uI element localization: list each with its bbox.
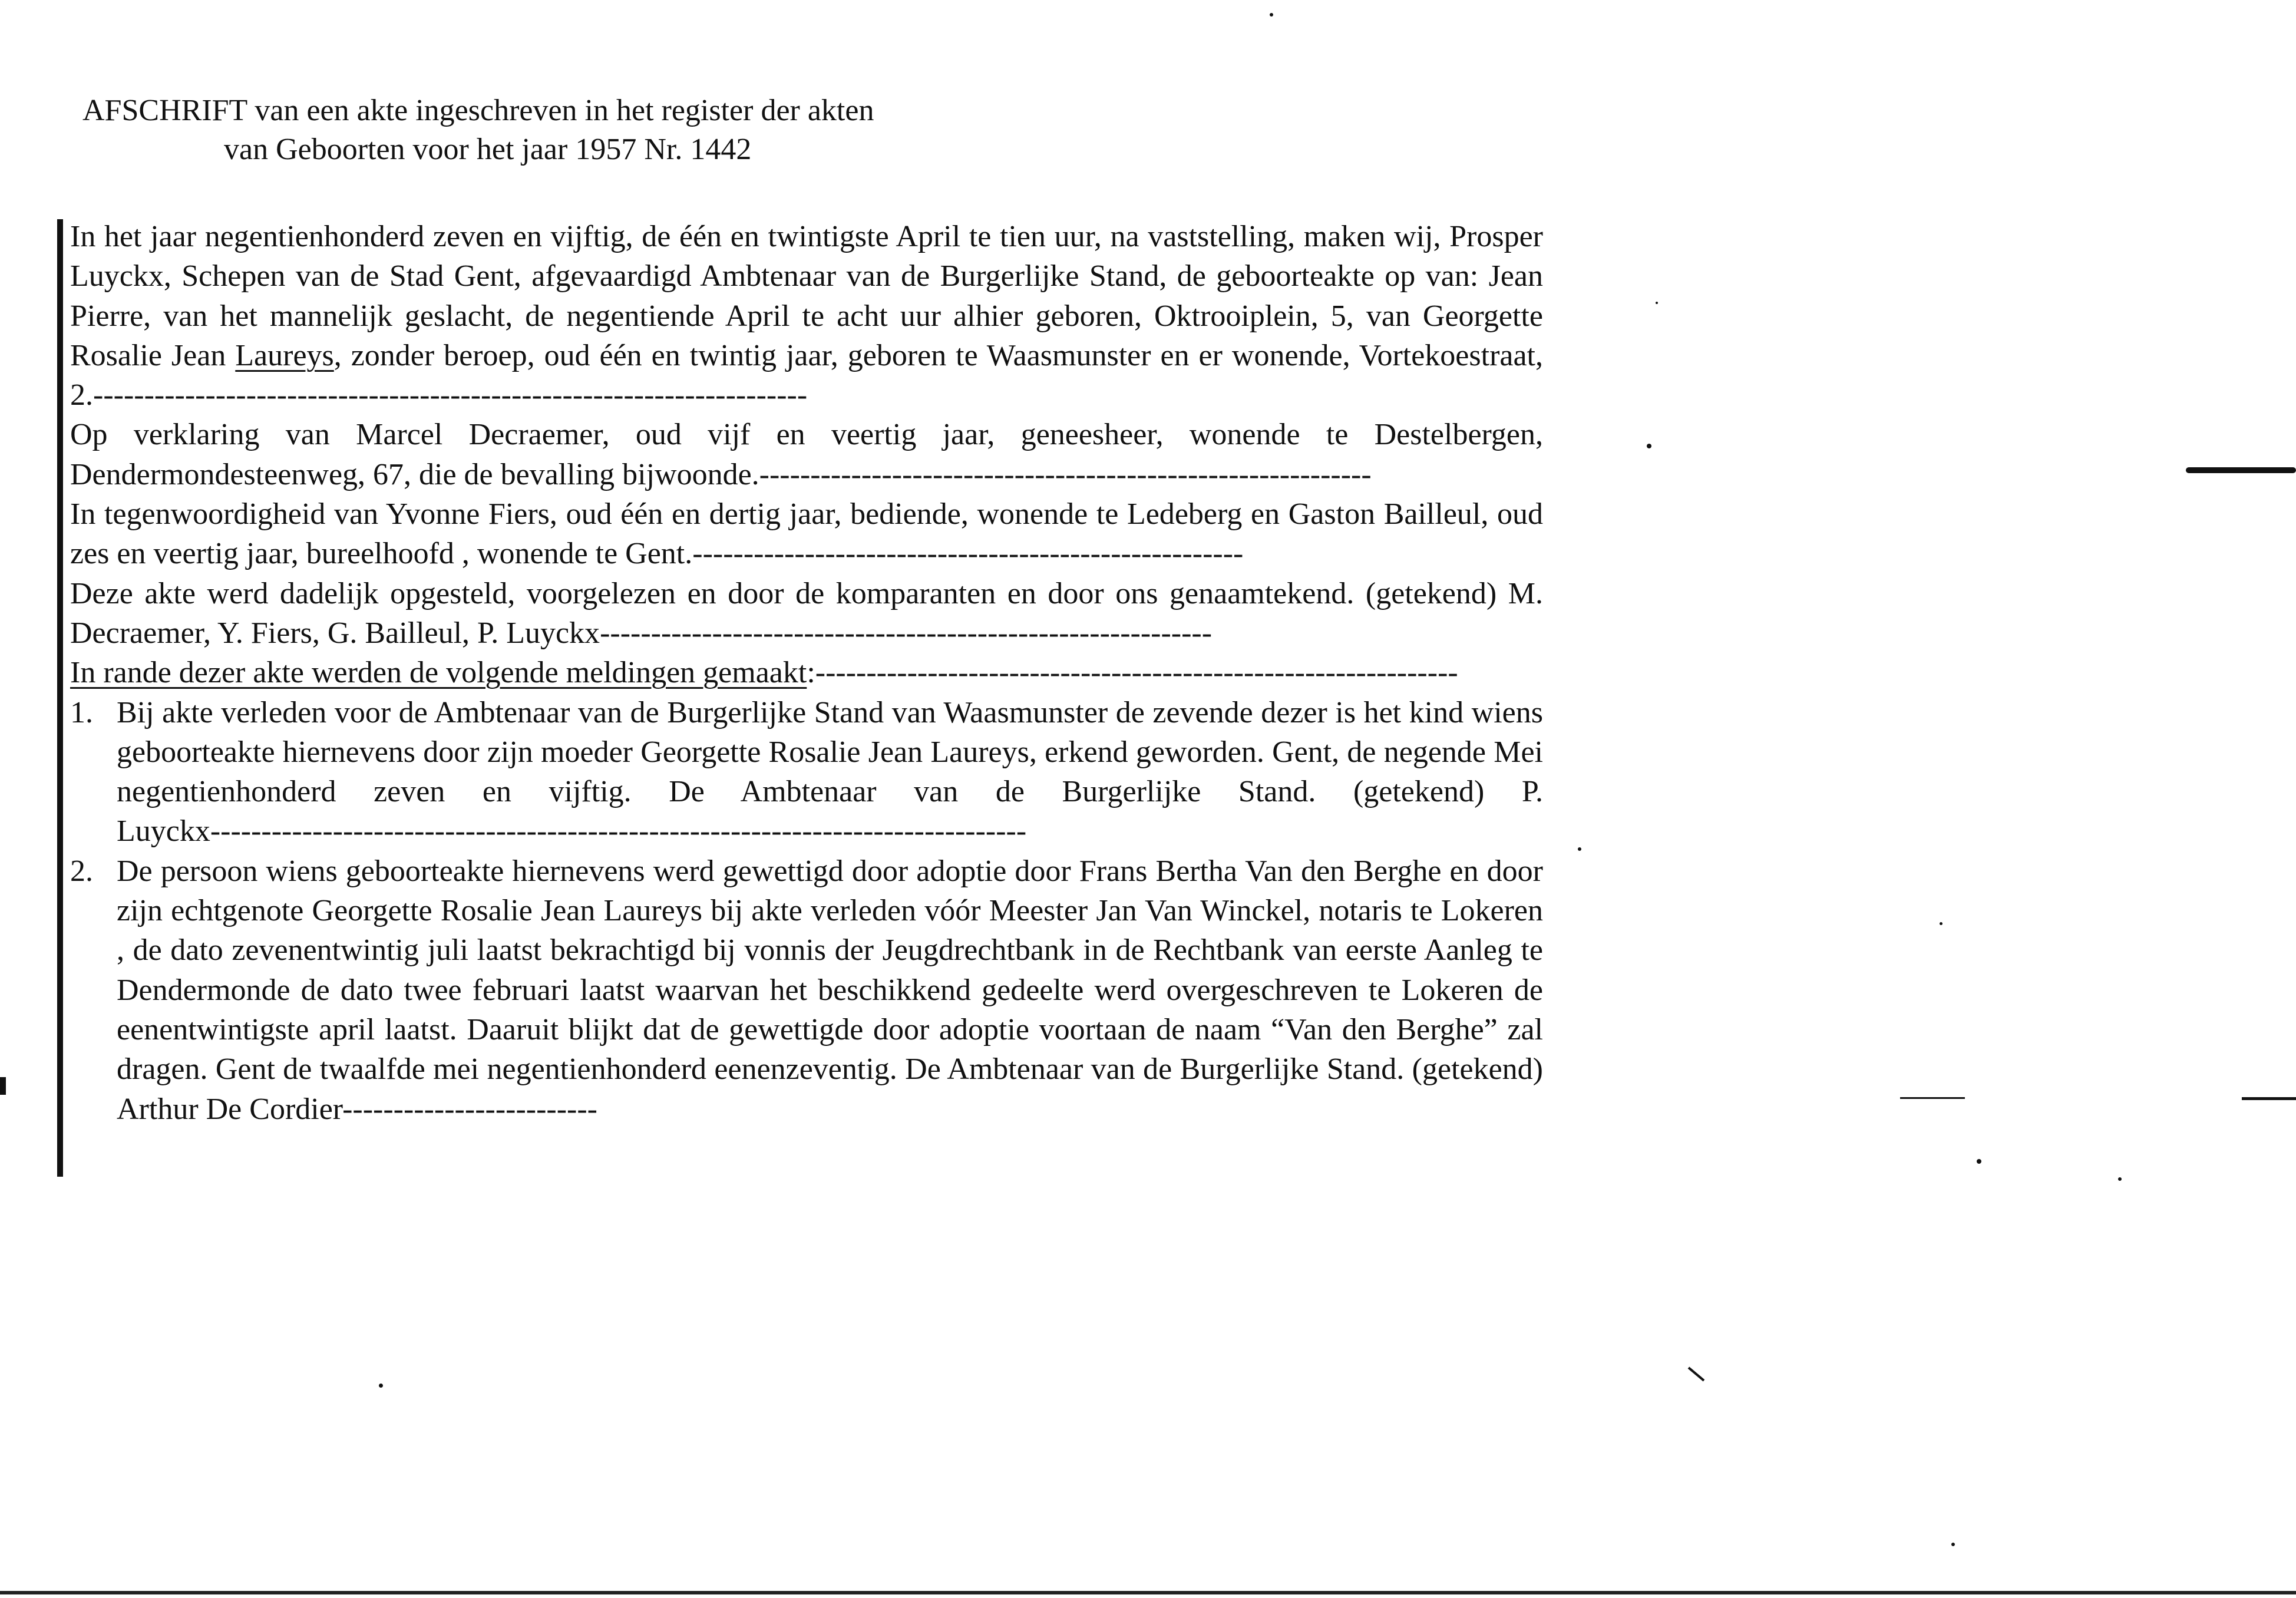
scan-artifact-mark bbox=[0, 1077, 6, 1095]
paragraph-text: Deze akte werd dadelijk opgesteld, voorgelezen en door de komparanten en door ons genaamtekend. (getekend) M. Decraemer, Y. Fiers, G. Bailleul, P. Luyckx bbox=[70, 576, 1543, 650]
scan-artifact-mark bbox=[1656, 302, 1658, 304]
scan-artifact-mark bbox=[2118, 1177, 2122, 1181]
scan-artifact-mark bbox=[1270, 13, 1273, 16]
marginal-notes-list bbox=[70, 693, 1543, 1129]
scan-artifact-mark bbox=[1578, 847, 1581, 851]
witnesses-paragraph bbox=[70, 494, 1543, 574]
filler-dashes: ---------------------------------------------------------------------- bbox=[93, 378, 808, 412]
declaration-paragraph bbox=[70, 415, 1543, 494]
filler-dashes: --------------------------------------------------------------- bbox=[815, 656, 1458, 690]
document-header bbox=[82, 91, 1025, 169]
header-subtitle-line: van Geboorten voor het jaar 1957 Nr. 1442 bbox=[224, 133, 752, 166]
marginal-notes-heading bbox=[70, 653, 1543, 692]
list-number: 2. bbox=[70, 854, 93, 888]
underlined-surname: Laureys bbox=[235, 338, 334, 372]
scan-artifact-mark bbox=[1900, 1097, 1965, 1099]
scan-artifact-mark bbox=[1688, 1367, 1705, 1382]
header-title-line: AFSCHRIFT van een akte ingeschreven in het register der akten bbox=[82, 94, 874, 127]
left-margin-bar bbox=[57, 219, 63, 1177]
filler-dashes: ------------------------------------------------------ bbox=[692, 537, 1244, 571]
filler-dashes: ------------------------------------------------------------ bbox=[759, 457, 1372, 491]
list-item-text: De persoon wiens geboorteakte hiernevens werd gewettigd door adoptie door Frans Bertha Van den Berghe en door zijn echtgenote Georgette Rosalie Jean Laureys bij akte verleden vóór Meester Jan Van Winckel, notaris te Lokeren , de dato zevenentwintig juli laatst bekrachtigd bij vonnis der Jeugdrechtbank in de Rechtbank van eerste Aanleg te Dendermonde de dato twee februari laatst waarvan het beschikkend gedeelte werd overgeschreven te Lokeren de eenentwintigste april laatst. Daaruit blijkt dat de gewettigde door adoptie voortaan de naam “Van den Berghe” zal dragen. Gent de twaalfde mei negentienhonderd eenenzeventig. De Ambtenaar van de Burgerlijke Stand. (getekend) Arthur De Cordier bbox=[117, 854, 1543, 1126]
paragraph-text: In tegenwoordigheid van Yvonne Fiers, oud één en dertig jaar, bediende, wonende te Ledeberg en Gaston Bailleul, oud zes en veertig jaar, bureelhoofd , wonende te Gent. bbox=[70, 497, 1543, 571]
scan-artifact-mark bbox=[1977, 1159, 1981, 1164]
paragraph-text: In het jaar negentienhonderd zeven en vijftig, de één en twintigste April te tien uur, na vaststelling, maken wij, Prosper Luyckx, Schepen van de Stad Gent, afgevaardigd Ambtenaar van de Burgerlijke Stand, de geboorteakte op van: Jean Pierre, van het mannelijk geslacht, de negentiende April te acht uur alhier geboren, Oktrooiplein, 5, van Georgette Rosalie Jean bbox=[70, 220, 1543, 372]
birth-registration-paragraph bbox=[70, 217, 1543, 415]
scan-artifact-mark bbox=[2242, 1097, 2296, 1100]
act-body bbox=[70, 217, 1543, 1129]
filler-dashes: -------------------------------------------------------------------------------- bbox=[210, 814, 1027, 848]
filler-dashes: ------------------------- bbox=[342, 1092, 597, 1126]
scan-artifact-mark bbox=[1940, 922, 1942, 925]
signatures-paragraph bbox=[70, 574, 1543, 653]
list-number: 1. bbox=[70, 695, 93, 729]
scan-artifact-mark bbox=[1951, 1543, 1955, 1546]
underlined-heading: In rande dezer akte werden de volgende meldingen gemaakt bbox=[70, 656, 807, 690]
scan-artifact-mark bbox=[1647, 444, 1651, 448]
scan-artifact-mark bbox=[379, 1384, 383, 1388]
marginal-note-recognition bbox=[70, 693, 1543, 851]
marginal-note-adoption bbox=[70, 851, 1543, 1129]
paragraph-text: , zonder beroep, oud één en twintig jaar, geboren te Waasmunster en er wonende, Vortekoestraat, 2. bbox=[70, 338, 1543, 412]
scan-artifact-mark bbox=[2186, 467, 2296, 473]
heading-colon: : bbox=[807, 656, 815, 690]
paragraph-text: Op verklaring van Marcel Decraemer, oud vijf en veertig jaar, geneesheer, wonende te Destelbergen, Dendermondesteenweg, 67, die de bevalling bijwoonde. bbox=[70, 418, 1543, 491]
filler-dashes: ------------------------------------------------------------ bbox=[600, 616, 1213, 650]
list-item-text: Bij akte verleden voor de Ambtenaar van de Burgerlijke Stand van Waasmunster de zevende dezer is het kind wiens geboorteakte hiernevens door zijn moeder Georgette Rosalie Jean Laureys, erkend geworden. Gent, de negende Mei negentienhonderd zeven en vijftig. De Ambtenaar van de Burgerlijke Stand. (getekend) P. Luyckx bbox=[117, 695, 1543, 848]
scan-bottom-edge bbox=[0, 1591, 2296, 1594]
